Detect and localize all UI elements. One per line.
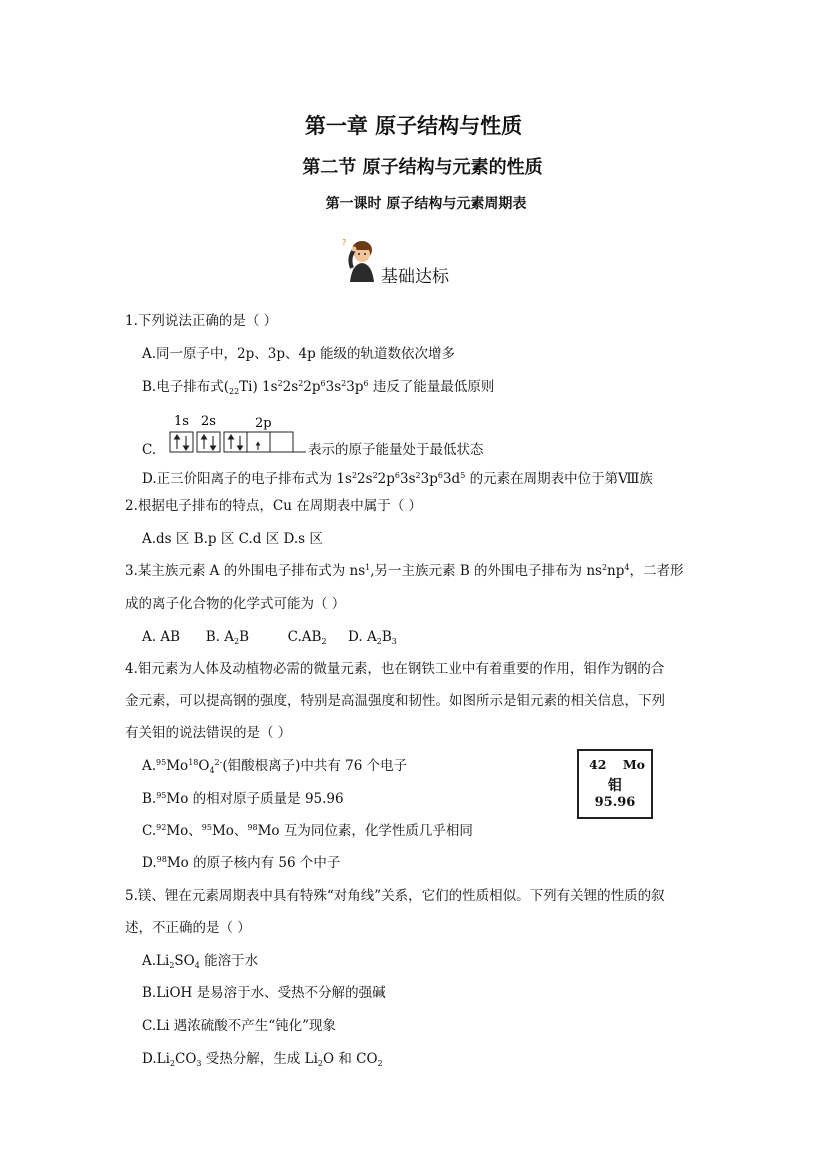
element-symbol: Mo bbox=[622, 757, 645, 772]
atomic-number: 42 bbox=[589, 757, 607, 772]
question-4-option-d: D.$^{98}$Mo 的原子核内有 56 个中子 bbox=[142, 855, 341, 871]
orbital-label-2s: 2s bbox=[201, 414, 216, 429]
question-3-stem-line2: 成的离子化合物的化学式可能为（ ） bbox=[125, 596, 346, 612]
atomic-mass: 95.96 bbox=[594, 795, 636, 810]
question-4-option-b: B.$^{95}$Mo 的相对原子质量是 95.96 bbox=[142, 791, 344, 807]
element-name: 钼 bbox=[608, 778, 622, 794]
chapter-title: 第一章 原子结构与性质 bbox=[304, 113, 523, 138]
question-3-stem-line1: 3.某主族元素 A 的外围电子排布式为 $ns^1$,另一主族元素 B 的外围电子排布为 $ns^2np^4$，二者形 bbox=[125, 563, 684, 579]
question-1-stem: 1.下列说法正确的是（ ） bbox=[125, 313, 278, 329]
question-1-option-c: 表示的原子能量处于最低状态 bbox=[308, 442, 484, 458]
question-4-stem-line3: 有关钼的说法错误的是（ ） bbox=[125, 725, 292, 741]
orbital-label-2p: 2p bbox=[255, 416, 272, 431]
question-1-option-d: D.正三价阳离子的电子排布式为 $1s^22s^22p^63s^23p^63d^5$ 的元素在周期表中位于第Ⅷ族 bbox=[142, 471, 653, 487]
question-5-option-c: C.Li 遇浓硫酸不产生“钝化”现象 bbox=[142, 1018, 337, 1034]
question-2-options: A.ds 区 B.p 区 C.d 区 D.s 区 bbox=[142, 531, 323, 547]
section-title: 第二节 原子结构与元素的性质 bbox=[302, 157, 543, 178]
lesson-title: 第一课时 原子结构与元素周期表 bbox=[325, 196, 527, 212]
question-1-option-b: B.电子排布式$(_{22}Ti)$ $1s^22s^22p^63s^23p^6$ 违反了能量最低原则 bbox=[142, 379, 495, 396]
question-5-stem-line2: 述，不正确的是（ ） bbox=[125, 920, 251, 936]
element-card-molybdenum bbox=[577, 749, 653, 819]
question-1-option-c-prefix: C. bbox=[142, 442, 157, 458]
question-1-option-a: A.同一原子中，2p、3p、4p 能级的轨道数依次增多 bbox=[142, 346, 456, 362]
question-4-option-a: $A.^{95}Mo^{18}O_4^{2-}$(钼酸根离子)中共有 76 个电子 bbox=[142, 758, 408, 775]
orbital-label-1s: 1s bbox=[174, 414, 189, 429]
question-5-stem-line1: 5.镁、锂在元素周期表中具有特殊“对角线”关系，它们的性质相似。下列有关锂的性质的叙 bbox=[125, 888, 665, 904]
question-5-option-d: $D.Li_2CO_3$ 受热分解，生成 $Li_2O$ 和 $CO_2$ bbox=[142, 1051, 383, 1068]
section-badge-label: 基础达标 bbox=[381, 267, 449, 287]
question-4-option-c: C.$^{92}$Mo、$^{95}$Mo、$^{98}$Mo 互为同位素，化学性质几乎相同 bbox=[142, 823, 473, 839]
question-5-option-a: $A.Li_2SO_4$ 能溶于水 bbox=[142, 953, 259, 970]
question-3-options: A. AB B. $A_2B$ $C.AB_2$ D. $A_2B_3$ bbox=[142, 629, 397, 646]
question-4-stem-line2: 金元素，可以提高钢的强度，特别是高温强度和韧性。如图所示是钼元素的相关信息，下列 bbox=[125, 693, 665, 709]
question-4-stem-line1: 4.钼元素为人体及动植物必需的微量元素，也在钢铁工业中有着重要的作用，钼作为钢的合 bbox=[125, 661, 665, 677]
svg-text:?: ? bbox=[342, 238, 347, 247]
question-5-option-b: B.LiOH 是易溶于水、受热不分解的强碱 bbox=[142, 985, 386, 1001]
question-2-stem: 2.根据电子排布的特点，Cu 在周期表中属于（ ） bbox=[125, 498, 422, 514]
